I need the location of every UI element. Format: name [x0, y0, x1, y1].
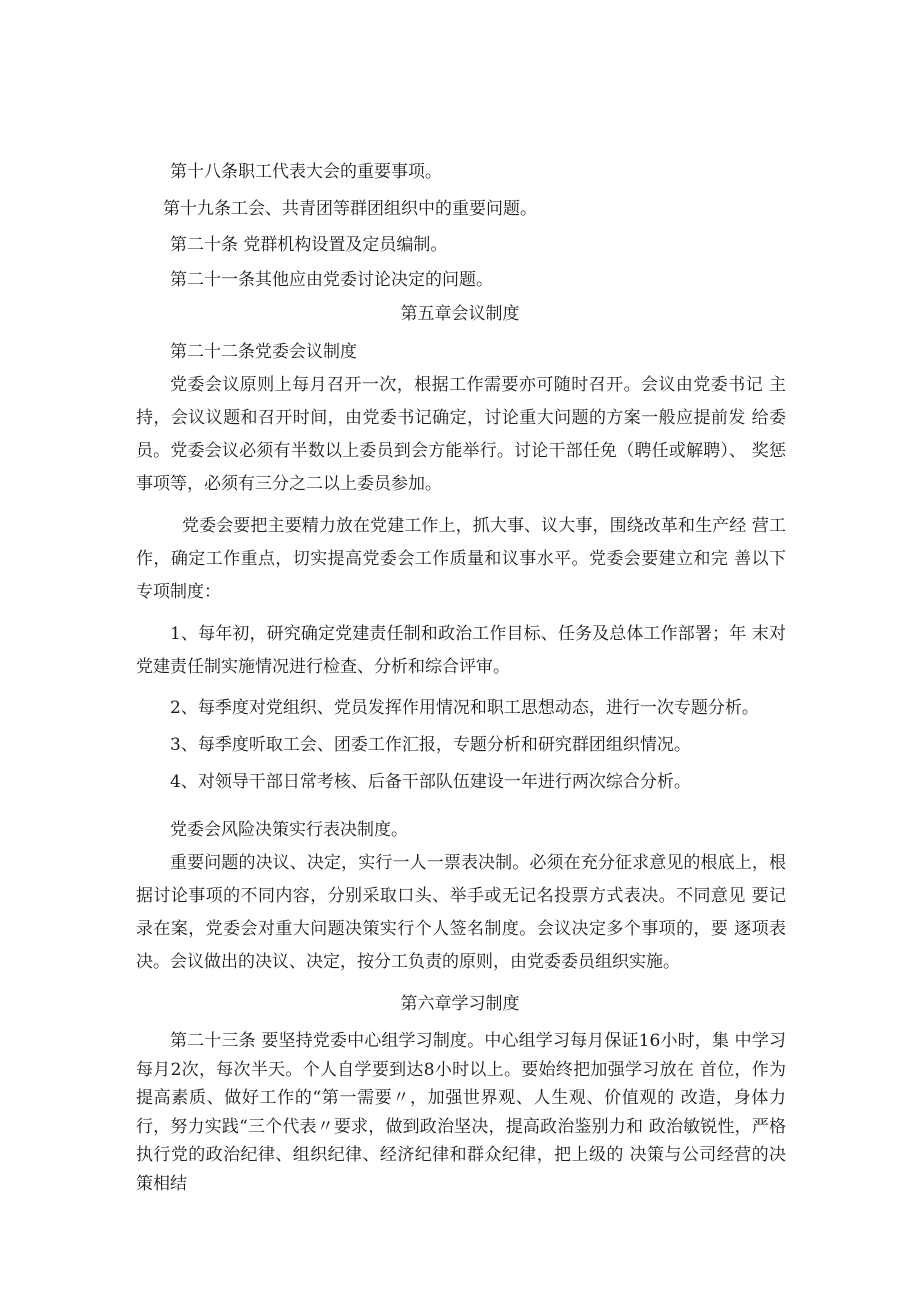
article-21: 第二十一条其他应由党委讨论决定的问题。	[170, 270, 493, 290]
voting-paragraph: 重要问题的决议、决定，实行一人一票表决制。必须在充分征求意见的根底上，根据讨论事项的不同内容，分别采取口头、举手或无记名投票方式表决。不同意见 要记录在案，党委会对重大问题决策实行个人签名制度。会议决定多个事项的，要 逐项表决。会议做出的决议、决定，按分工负责的原则，由党委委员组织实施。	[136, 853, 786, 972]
article-19: 第十九条工会、共青团等群团组织中的重要问题。	[163, 199, 537, 219]
voting-title: 党委会风险决策实行表决制度。	[170, 820, 408, 840]
meeting-rules-paragraph: 党委会议原则上每月召开一次，根据工作需要亦可随时召开。会议由党委书记 主持，会议议题和召开时间，由党委书记确定，讨论重大问题的方案一般应提前发 给委员。党委会议必须有半数以上委员到会方能举行。讨论干部任免（聘任或解聘）、 奖惩事项等，必须有三分之二以上委员参加。	[136, 375, 786, 494]
chapter-6-title: 第六章学习制度	[400, 994, 520, 1014]
study-paragraph: 第二十三条 要坚持党委中心组学习制度。中心组学习每月保证16小时，集 中学习每月2次，每次半天。个人自学要到达8小时以上。要始终把加强学习放在 首位，作为提高素质、做好工作的“第一需要〃，加强世界观、人生观、价值观的 改造，身体力行，努力实践“三个代表〃要求，做到政治坚决，提高政治鉴别力和 政治敏锐性，严格执行党的政治纪律、组织纪律、经济纪律和群众纪律，把上级的 决策与公司经营的决策相结	[136, 1031, 786, 1194]
focus-paragraph: 党委会要把主要精力放在党建工作上，抓大事、议大事，围绕改革和生产经 营工作，确定工作重点，切实提高党委会工作质量和议事水平。党委会要建立和完 善以下专项制度：	[136, 516, 786, 602]
article-20: 第二十条 党群机构设置及定员编制。	[170, 235, 448, 255]
item-3-paragraph: 3、每季度听取工会、团委工作汇报，专题分析和研究群团组织情况。	[170, 735, 691, 755]
item-4-paragraph: 4、对领导干部日常考核、后备干部队伍建设一年进行两次综合分析。	[170, 772, 691, 792]
chapter-5-title: 第五章会议制度	[400, 304, 520, 324]
article-22-title: 第二十二条党委会议制度	[170, 342, 357, 362]
item-2-paragraph: 2、每季度对党组织、党员发挥作用情况和职工思想动态，进行一次专题分析。	[170, 698, 759, 718]
item-1-paragraph: 1、每年初，研究确定党建责任制和政治工作目标、任务及总体工作部署；年 末对党建责任制实施情况进行检查、分析和综合评审。	[136, 624, 786, 677]
article-18: 第十八条职工代表大会的重要事项。	[170, 162, 442, 182]
